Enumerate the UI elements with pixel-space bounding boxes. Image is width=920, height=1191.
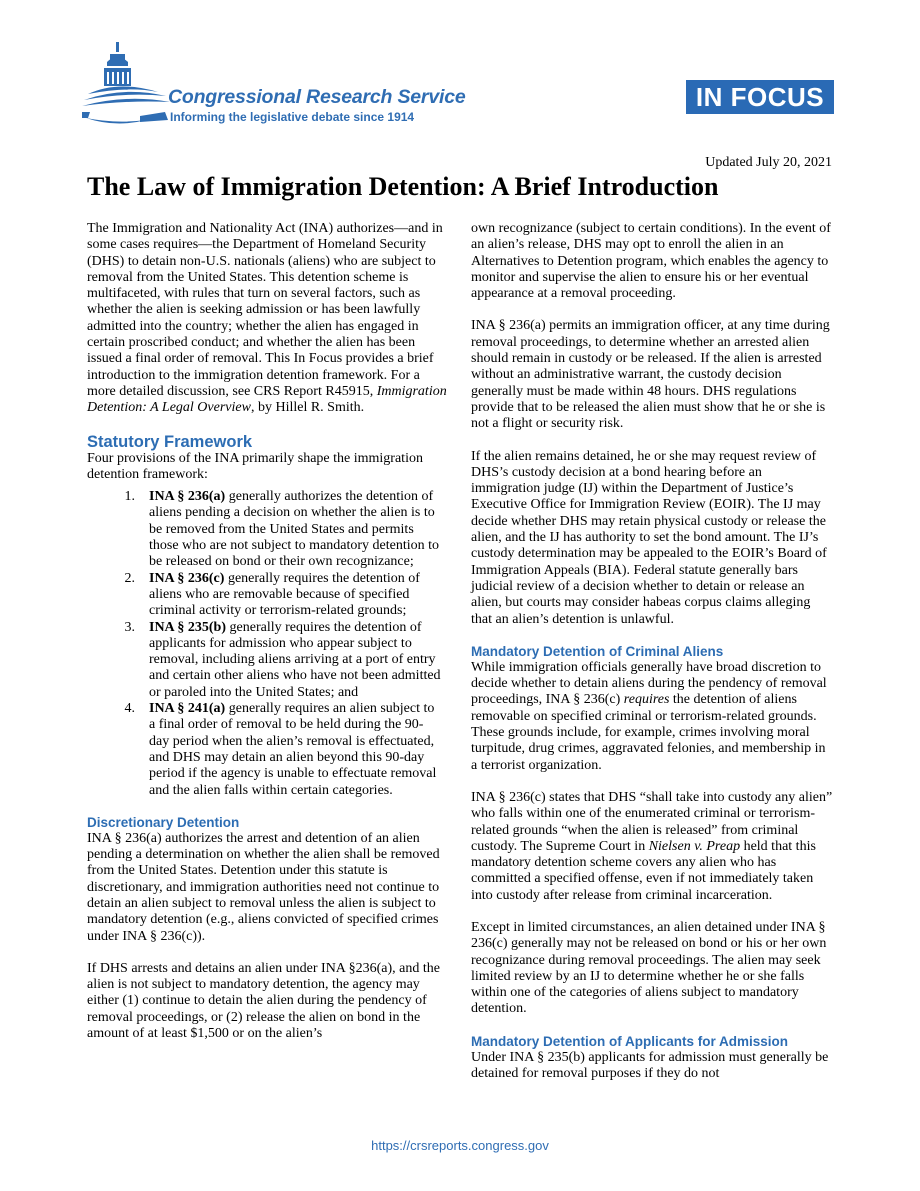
updated-date: Updated July 20, 2021 — [705, 155, 832, 170]
criminal-aliens-heading: Mandatory Detention of Criminal Aliens — [471, 643, 724, 659]
org-tagline: Informing the legislative debate since 1914 — [170, 110, 415, 124]
list-text: INA § 236(a) generally authorizes the detention of aliens pending a decision on whether the alien is to be removed from the United States and permits those who are not subject to mandatory detention to be released on bond or their own recognizance; — [149, 489, 440, 570]
list-marker: 2. — [124, 570, 135, 586]
list-text: INA § 241(a) generally requires an alien subject to a final order of removal to be held during the 90-day period when the alien’s removal is effectuated, and DHS may detain an alien beyond this 90-day period if the agency is unable to effectuate removal and the alien falls within certain categories. — [149, 701, 437, 798]
right-column — [471, 221, 833, 1098]
list-text: INA § 236(c) generally requires the detention of aliens who are removable because of specified criminal activity or terrorism-related grounds; — [149, 570, 420, 619]
left-column — [87, 221, 449, 1058]
case-name: Nielsen v. Preap — [648, 838, 741, 854]
list-item — [87, 701, 449, 799]
list-item — [87, 489, 449, 570]
release-paragraph: own recognizance (subject to certain conditions). In the event of an alien’s release, DHS may opt to enroll the alien in an Alternatives to Detention program, which enables the agency to monitor and supervise the alien to ensure his or her eventual appearance at a removal proceeding. — [471, 221, 831, 302]
applicants-heading: Mandatory Detention of Applicants for Admission — [471, 1033, 789, 1049]
criminal-paragraph-3: Except in limited circumstances, an alien detained under INA § 236(c) generally may not be released on bond or his or her own recognizance during removal proceedings. The alien may seek limited review by an IJ to determine whether he or she falls within one of the categories of aliens subject to mandatory detention. — [471, 919, 827, 1017]
criminal-paragraph-2: INA § 236(c) states that DHS “shall take into custody any alien” who falls within one of the enumerated criminal or terrorism-related grounds “when the alien is released” from criminal custody. The Supreme Court in Nielsen v. Preap held that this mandatory detention scheme covers any alien who has committed a specified offense, even if not immediately taken into custody after release from criminal incarceration. — [471, 789, 833, 903]
org-name: Congressional Research Service — [168, 86, 466, 108]
list-item — [87, 571, 449, 620]
list-marker: 4. — [124, 701, 135, 717]
list-item — [87, 620, 449, 701]
discretionary-detention-heading: Discretionary Detention — [87, 814, 240, 830]
statutory-lead: Four provisions of the INA primarily shape the immigration detention framework: — [87, 450, 423, 482]
capitol-dome-icon — [82, 42, 170, 124]
report-title: Immigration Detention: A Legal Overview — [87, 383, 447, 416]
page-title: The Law of Immigration Detention: A Brief Introduction — [87, 172, 719, 201]
footer-url[interactable]: https://crsreports.congress.gov — [371, 1138, 549, 1153]
intro-paragraph: The Immigration and Nationality Act (INA) authorizes—and in some cases requires—the Department of Homeland Security (DHS) to detain non-U.S. nationals (aliens) who are subject to removal from the United States. This detention scheme is multifaceted, with rules that turn on several factors, such as whether the alien is seeking admission or has been lawfully admitted into the country; whether the alien has engaged in certain proscribed conduct; and whether the alien has been issued a final order of removal. This In Focus provides a brief introduction to the immigration detention framework. For a more detailed discussion, see CRS Report R45915, Immigration Detention: A Legal Overview, by Hillel R. Smith. — [87, 221, 447, 416]
discretionary-paragraph-1: INA § 236(a) authorizes the arrest and detention of an alien pending a determination on whether the alien shall be removed from the United States. Detention under this statute is discretionary, and immigration authorities need not continue to detain an alien subject to removal unless the alien is subject to mandatory detention (e.g., aliens convicted of specified crimes under INA § 236(c)). — [87, 830, 440, 944]
provisions-list — [87, 489, 449, 799]
list-marker: 1. — [124, 489, 135, 505]
criminal-paragraph-1: While immigration officials generally have broad discretion to decide whether to detain aliens during the pendency of removal proceedings, INA § 236(c) requires the detention of aliens removable on specified criminal or terrorism-related grounds. These grounds include, for example, crimes involving moral turpitude, drug crimes, aggravated felonies, and membership in a terrorist organization. — [471, 659, 827, 773]
in-focus-badge: IN FOCUS — [686, 80, 834, 114]
list-marker: 3. — [124, 619, 135, 635]
custody-paragraph: INA § 236(a) permits an immigration officer, at any time during removal proceedings, to determine whether an arrested alien should remain in custody or be released. If the alien is arrested without an administrative warrant, the custody decision generally must be made within 48 hours. DHS regulations provide that to be released the alien must show that he or she is not a flight or security risk. — [471, 318, 830, 432]
applicants-paragraph-1: Under INA § 235(b) applicants for admission must generally be detained for removal purposes if they do not — [471, 1049, 829, 1082]
bond-hearing-paragraph: If the alien remains detained, he or she may request review of DHS’s custody decision at a bond hearing before an immigration judge (IJ) within the Department of Justice’s Executive Office for Immigration Review (EOIR). The IJ may decide whether DHS may retain physical custody or release the alien, and the IJ has authority to set the bond amount. The IJ’s custody determination may be appealed to the EOIR’s Board of Immigration Appeals (BIA). Federal statute generally bars judicial review of a decision whether to detain or release an alien, but courts may consider habeas corpus claims alleging that an alien’s detention is unlawful. — [471, 448, 827, 627]
statutory-framework-heading: Statutory Framework — [87, 432, 253, 451]
discretionary-paragraph-2: If DHS arrests and detains an alien under INA §236(a), and the alien is not subject to mandatory detention, the agency may either (1) continue to detain the alien during the pendency of removal proceedings, or (2) release the alien on bond in the amount of at least $1,500 or on the alien’s — [87, 960, 441, 1042]
list-text: INA § 235(b) generally requires the detention of applicants for admission who appear subject to removal, including aliens arriving at a port of entry and certain other aliens who have not been admitted or paroled into the United States; and — [149, 619, 441, 700]
